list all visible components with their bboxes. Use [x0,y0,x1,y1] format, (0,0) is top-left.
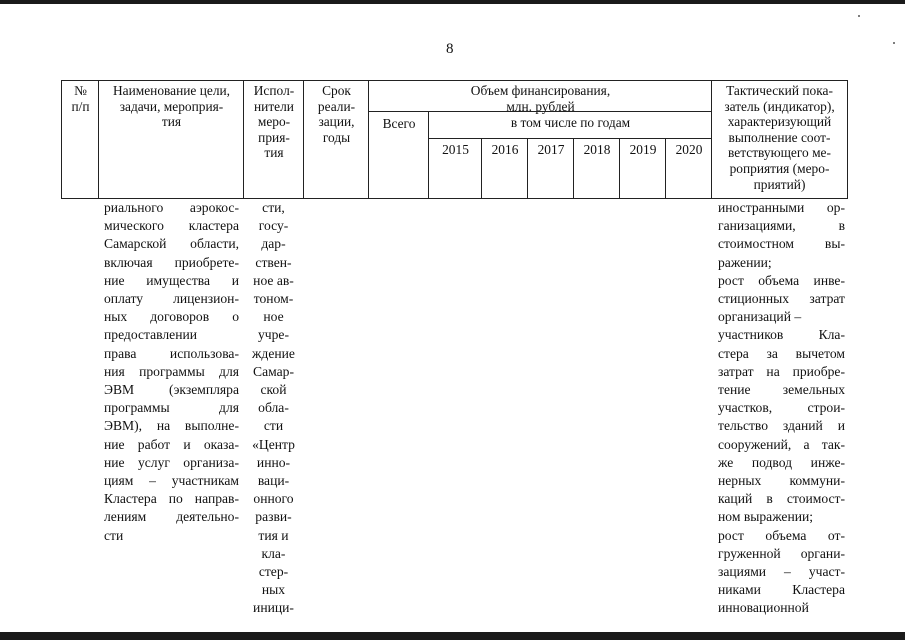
executor-line: ных [261,582,286,598]
indicator-line: ражении; [718,254,772,270]
indicator-line: груженной органи- [718,545,845,561]
header-year-cell [527,138,574,199]
measure-name-line: ние работ и оказа- [104,436,239,452]
executor-line: ное [263,309,284,325]
measure-name-line: Самарской области, [104,236,239,252]
indicator-line: нерных коммуни- [718,473,845,489]
scan-border-bottom [0,632,905,640]
executor-line: тоном- [253,291,294,307]
indicator-line: участников Кла- [718,327,845,343]
header-year: 2018 [583,142,611,157]
executor-line: ное ав- [253,272,294,288]
indicator-line: ном выражении; [718,509,814,525]
header-cell-executor [243,80,304,199]
executor-line: иници- [253,600,294,616]
measure-name-line: циям – участникам [104,473,239,489]
executor-line: Самар- [253,363,294,379]
executor-line: ждение [252,345,295,361]
measure-name-line: ние имущества и [104,272,239,288]
executor-line: дар- [261,236,286,252]
indicator-line: зациями – участ- [718,564,845,580]
page-number: 8 [446,41,454,57]
measure-name-line: лениям деятельно- [104,509,239,525]
scan-speck [893,42,895,44]
header-year-cell [573,138,620,199]
header-year: 2015 [442,142,469,157]
column-name-of-measure [104,199,239,545]
measure-name-line: ЭВМ), на выполне- [104,418,239,434]
measure-name-line: предоставлении [104,327,198,343]
executor-line: «Центр [252,436,295,452]
executor-line: стер- [258,564,289,580]
executor-line: учре- [258,327,289,343]
header-cell-name [98,80,244,199]
indicator-line: тение земельных [718,382,845,398]
executor-line: обла- [258,400,289,416]
header-year-cell [481,138,528,199]
header-year-cell [665,138,712,199]
measure-name-line: включая приобрете- [104,254,239,270]
executor-line: ской [260,382,287,398]
header-year: 2016 [491,142,519,157]
header-cell-total [368,111,429,199]
indicator-line: сооружений, а так- [718,436,845,452]
measure-name-line: права использова- [104,345,239,361]
indicator-line: иностранными ор- [718,200,845,215]
indicator-line: же подвод инже- [718,454,845,470]
executor-line: ваци- [257,473,290,489]
indicator-line: организаций – [718,309,802,325]
header-cell-indicator [711,80,848,199]
measure-name-line: мического кластера [104,218,239,234]
header-total: Всего [382,116,416,131]
indicator-line: рост объема инве- [718,272,845,288]
indicator-line: стиционных затрат [718,291,845,307]
header-financing-text: Объем финансирования, млн. рублей [470,83,611,114]
executor-line: госу- [258,218,289,234]
indicator-line: никами Кластера [718,582,845,598]
column-executor [245,199,302,618]
header-year: 2020 [675,142,703,157]
header-name-text: Наименование цели, задачи, мероприя- тия [112,83,231,130]
header-indicator-text: Тактический пока- затель (индикатор), характеризующий выполнение соот- ветствующего ме- роприятия (меро- приятий) [724,83,835,192]
measure-name-line: риального аэрокос- [104,200,239,215]
indicator-line: каций в стоимост- [718,491,845,507]
header-term-text: Срок реали- зации, годы [317,83,356,145]
indicator-line: стоимостном вы- [718,236,845,252]
header-year: 2019 [629,142,657,157]
indicator-line: затрат на приобре- [718,363,845,379]
executor-line: кла- [261,545,286,561]
header-number-text: № п/п [71,83,90,114]
executor-line: тия и [258,527,289,543]
header-year: 2017 [537,142,565,157]
indicator-line: инновационной [718,600,809,616]
measure-name-line: ных договоров о [104,309,239,325]
executor-line: сти, [262,200,285,215]
executor-line: сти [263,418,284,434]
header-year-cell [428,138,482,199]
executor-line: онного [253,491,294,507]
header-year-cell [619,138,666,199]
scan-speck [858,15,860,17]
measure-name-line: программы для [104,400,239,416]
indicator-line: участков, строи- [718,400,845,416]
measure-name-line: сти [104,527,124,543]
scan-border-top [0,0,905,4]
header-by-years: в том числе по годам [510,115,631,130]
indicator-line: тельство зданий и [718,418,845,434]
measure-name-line: ние услуг организа- [104,454,239,470]
executor-line: инно- [256,454,291,470]
indicator-line: рост объема от- [718,527,845,543]
executor-line: ствен- [255,254,292,270]
column-indicator [718,199,845,618]
measure-name-line: ЭВМ (экземпляра [104,382,239,398]
measure-name-line: Кластера по направ- [104,491,239,507]
header-cell-by-years [428,111,712,139]
measure-name-line: ния программы для [104,363,239,379]
header-cell-term [303,80,369,199]
indicator-line: стера за вычетом [718,345,845,361]
executor-line: разви- [255,509,292,525]
measure-name-line: оплату лицензион- [104,291,239,307]
header-cell-financing [368,80,712,112]
header-cell-number [61,80,99,199]
indicator-line: ганизациями, в [718,218,845,234]
header-executor-text: Испол- нители меро- прия- тия [253,83,295,161]
